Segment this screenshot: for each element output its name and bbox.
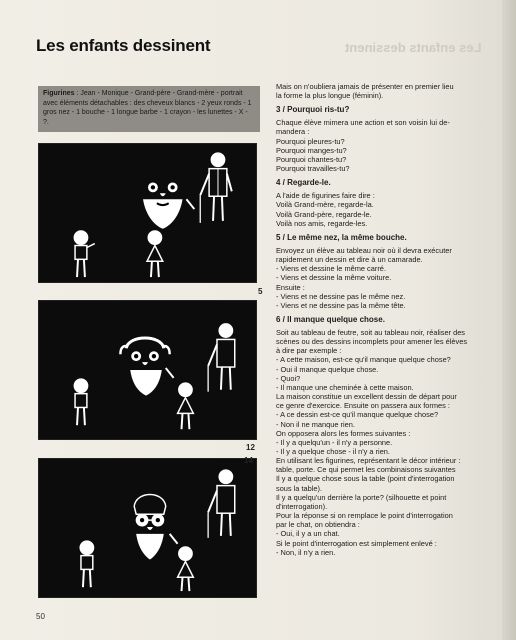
girl-figure — [147, 231, 163, 277]
text-line: - Il y a quelqu'un - il n'y a personne. — [276, 437, 393, 447]
text-line: Ensuite : — [276, 282, 305, 292]
scene-incomplete — [39, 301, 256, 439]
figurines-caption — [38, 86, 260, 132]
illustration-panel-14 — [38, 458, 257, 598]
text-line: Chaque élève mimera une action et son voisin lui de- — [276, 118, 450, 128]
section-heading: 3 / Pourquoi ris-tu? — [276, 105, 350, 115]
text-line: - Non, il n'y a rien. — [276, 547, 336, 557]
text-line: - Viens et dessine la même voiture. — [276, 273, 392, 283]
text-line: Pourquoi manges-tu? — [276, 145, 347, 155]
boy-figure — [74, 231, 95, 277]
text-line: A l'aide de figurines faire dire : — [276, 191, 375, 201]
text-line: d'interrogation). — [276, 501, 328, 511]
text-line: - Non il ne manque rien. — [276, 419, 355, 429]
text-line: Voilà Grand-mère, regarde-la. — [276, 200, 374, 210]
intro-line: la forme la plus longue (féminin). — [276, 91, 384, 101]
text-line: Si le point d'interrogation est simplement enlevé : — [276, 538, 437, 548]
boy-figure — [74, 379, 88, 425]
text-line: rapidement un dessin et dire à un camarade. — [276, 255, 423, 265]
text-line: ce genre d'exercice. Ensuite on passera aux formes : — [276, 401, 450, 411]
grandfather-figure — [200, 153, 232, 223]
text-line: - Oui, il y a un chat. — [276, 529, 340, 539]
text-line: Pour la réponse si on remplace le point d'interrogation — [276, 511, 453, 521]
scene-glasses — [39, 459, 256, 597]
grandfather-figure — [208, 470, 235, 538]
text-line: Voilà Grand-père, regarde-le. — [276, 209, 372, 219]
text-line: Envoyez un élève au tableau noir où il devra exécuter — [276, 245, 452, 255]
caption-text: : Jean - Monique - Grand-père - Grand-mère - portrait avec éléments détachables : des cheveux blancs - 2 yeux ronds - 1 gros nez - 1 bouche - 1 longue barbe - 1 crayon - les lunettes - X - ?. — [43, 90, 252, 126]
text-line: - Il manque une cheminée à cette maison. — [276, 382, 414, 392]
text-line: - Il y a quelque chose - il n'y a rien. — [276, 447, 390, 456]
text-line: par le chat, on obtiendra : — [276, 520, 360, 530]
text-line: - Viens et ne dessine pas la même tête. — [276, 300, 406, 310]
text-line: Il y a quelqu'un derrière la porte? (silhouette et point — [276, 492, 447, 502]
text-line: - A cette maison, est-ce qu'il manque quelque chose? — [276, 355, 451, 365]
intro-line: Mais on n'oubliera jamais de présenter en premier lieu — [276, 82, 454, 91]
portrait-face — [143, 164, 194, 229]
illustration-panel-5 — [38, 143, 257, 283]
boy-figure — [80, 541, 94, 587]
text-line: Soit au tableau de feutre, soit au tableau noir, réaliser des — [276, 327, 465, 337]
text-line: scènes ou des dessins incomplets pour amener les élèves — [276, 337, 468, 347]
caption-label: Figurines — [43, 90, 75, 97]
text-line: On opposera alors les formes suivantes : — [276, 428, 411, 438]
text-line: La maison constitue un excellent dessin de départ pour — [276, 392, 457, 402]
girl-figure — [178, 383, 194, 429]
text-line: - Quoi? — [276, 373, 301, 383]
section-heading: 4 / Regarde-le. — [276, 178, 331, 188]
text-line: - Oui il manque quelque chose. — [276, 364, 379, 374]
text-line: Pourquoi chantes-tu? — [276, 154, 347, 164]
scene-complete — [39, 144, 256, 282]
section-heading: 5 / Le même nez, la même bouche. — [276, 232, 407, 242]
text-line: - Viens et ne dessine pas le même nez. — [276, 291, 406, 301]
text-line: à dire par exemple : — [276, 346, 342, 356]
page-title: Les enfants dessinent — [36, 36, 211, 55]
text-line: table, porte. Ce qui permet les combinaisons suivantes — [276, 465, 456, 475]
text-line: - Viens et dessine le même carré. — [276, 264, 386, 274]
panel-number-14: 14 — [244, 456, 253, 465]
text-line: mandera : — [276, 127, 310, 137]
facing-page-edge — [502, 0, 516, 640]
panel-number-5: 5 — [258, 287, 263, 296]
text-line: Pourquoi travailles-tu? — [276, 164, 350, 174]
text-line: Voilà nos amis, regarde-les. — [276, 218, 368, 228]
girl-figure — [178, 547, 194, 591]
text-line: Pourquoi pleures-tu? — [276, 136, 345, 146]
grandfather-figure — [208, 324, 235, 392]
portrait-face — [120, 338, 173, 396]
portrait-face — [134, 494, 177, 559]
text-line: Il y a quelque chose sous la table (point d'interrogation — [276, 474, 455, 484]
illustration-panel-12 — [38, 300, 257, 440]
show-through-title: Les enfants dessinent — [345, 40, 482, 55]
page-number: 50 — [36, 612, 45, 621]
section-heading: 6 / Il manque quelque chose. — [276, 314, 385, 324]
text-line: sous la table). — [276, 483, 323, 493]
text-line: En utilisant les figurines, représentant le décor intérieur : — [276, 456, 461, 466]
text-line: - A ce dessin est-ce qu'il manque quelque chose? — [276, 410, 439, 420]
lesson-text-column — [276, 82, 504, 557]
panel-number-12: 12 — [246, 443, 255, 452]
